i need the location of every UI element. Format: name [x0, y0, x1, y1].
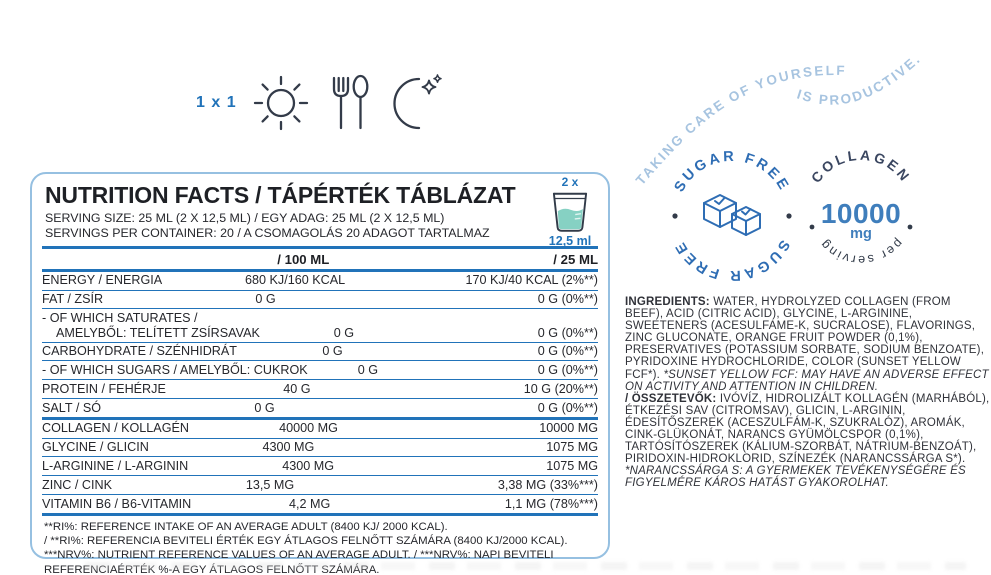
- glass-volume-label: 12,5 ml: [548, 234, 592, 248]
- ingredients-hu-warning: *NARANCSSÁRGA S: A GYERMEKEK TEVÉKENYSÉGÉRE ÉS FIGYELMÉRE KÁROS HATÁST GYAKOROLHAT.: [625, 465, 966, 490]
- tagline-line2: IS PRODUCTIVE.: [795, 50, 924, 108]
- glass-times-label: 2 x: [561, 175, 579, 189]
- table-row: [42, 308, 598, 341]
- row-value-25ml: 10000 MG: [539, 421, 598, 436]
- ingredients-en-warning: *SUNSET YELLOW FCF: MAY HAVE AN ADVERSE EFFECT ON ACTIVITY AND ATTENTION IN CHILDREN.: [625, 368, 989, 393]
- row-value-25ml: 170 KJ/40 KCAL (2%**): [465, 273, 598, 288]
- footnote-ri-en: **RI%: REFERENCE INTAKE OF AN AVERAGE ADULT (8400 KJ/ 2000 KCAL).: [44, 520, 448, 533]
- row-value-25ml: 1075 MG: [546, 440, 598, 455]
- column-header-100ml: / 100 ML: [277, 251, 330, 267]
- svg-text:IS PRODUCTIVE.: [795, 51, 924, 108]
- ingredients-en: [625, 296, 991, 393]
- row-value-100ml: 13,5 MG: [245, 477, 295, 492]
- ingredients-panel: [625, 296, 991, 490]
- svg-text:SUGAR FREE: [671, 149, 792, 195]
- row-value-100ml: 680 KJ/160 KCAL: [245, 273, 346, 288]
- ingredients-hu: [625, 393, 991, 490]
- badge-dot: [810, 225, 815, 230]
- table-row: [42, 456, 598, 475]
- svg-text:COLLAGEN: [808, 147, 915, 186]
- sun-icon: [250, 71, 312, 135]
- badge-dot: [786, 213, 791, 218]
- collagen-arc-bottom: per serving: [816, 236, 906, 268]
- row-label: VITAMIN B6 / B6-VITAMIN: [42, 496, 192, 511]
- row-label: FAT / ZSÍR: [42, 292, 104, 307]
- row-label: CARBOHYDRATE / SZÉNHIDRÁT: [42, 344, 237, 359]
- table-row: [42, 360, 598, 379]
- row-value-25ml: 0 G (0%**): [537, 325, 598, 340]
- row-value-25ml: 1075 MG: [546, 458, 598, 473]
- badge-dot: [908, 225, 913, 230]
- glass-icon: [550, 189, 590, 235]
- row-label: ENERGY / ENERGIA: [42, 273, 163, 288]
- table-row: [42, 438, 598, 457]
- collagen-unit: mg: [850, 226, 872, 242]
- ice-cubes-icon: [704, 195, 760, 235]
- table-row: [42, 290, 598, 309]
- dose-row: [196, 68, 442, 138]
- collagen-arc-top: COLLAGEN: [807, 147, 915, 186]
- table-row: [42, 417, 598, 438]
- row-value-100ml: 4300 MG: [282, 458, 335, 473]
- row-value-100ml: 0 G: [255, 292, 276, 307]
- row-label: SALT / SÓ: [42, 400, 102, 415]
- sugar-free-arc-bottom: SUGAR FREE: [671, 237, 793, 284]
- row-label-line2: AMELYBŐL: TELÍTETT ZSÍRSAVAK: [56, 325, 260, 340]
- row-value-100ml: 4,2 MG: [288, 496, 331, 511]
- row-value-100ml: 0 G: [333, 325, 355, 340]
- nutrition-facts-panel: [30, 172, 610, 575]
- serving-size: SERVING SIZE: 25 ML (2 X 12,5 ML) / EGY ADAG: 25 ML (2 X 12,5 ML): [45, 211, 445, 225]
- dose-label: 1 x 1: [196, 94, 237, 111]
- row-value-25ml: 1,1 MG (78%***): [504, 496, 598, 511]
- collagen-amount: 10000: [820, 198, 902, 229]
- row-label: COLLAGEN / KOLLAGÉN: [42, 421, 189, 436]
- moon-sparkles-icon: [384, 73, 442, 133]
- row-label: L-ARGININE / L-ARGININ: [42, 458, 189, 473]
- row-value-100ml: 40 G: [283, 381, 311, 396]
- sugar-free-badge: [662, 146, 802, 286]
- cut-off-print-strip: [85, 562, 966, 570]
- row-label: - OF WHICH SUGARS / AMELYBŐL: CUKROK: [42, 363, 308, 378]
- table-row: [42, 269, 598, 290]
- badge-dot: [672, 213, 677, 218]
- tagline-line1: TAKING CARE OF YOURSELF: [632, 62, 847, 188]
- row-label: [42, 311, 260, 340]
- nutrition-title: NUTRITION FACTS / TÁPÉRTÉK TÁBLÁZAT: [45, 182, 516, 208]
- row-value-25ml: 3,38 MG (33%***): [497, 477, 598, 492]
- row-value-100ml: 40000 MG: [279, 421, 338, 436]
- row-value-25ml: 0 G (0%**): [537, 400, 598, 415]
- row-label: PROTEIN / FEHÉRJE: [42, 381, 166, 396]
- row-value-25ml: 10 G (20%**): [523, 381, 598, 396]
- column-header-25ml: / 25 ML: [553, 251, 598, 267]
- servings-per-container: SERVINGS PER CONTAINER: 20 / A CSOMAGOLÁS 20 ADAGOT TARTALMAZ: [45, 225, 490, 240]
- footnote-ri-hu: / **RI%: REFERENCIA BEVITELI ÉRTÉK EGY ÁTLAGOS FELNŐTT SZÁMÁRA (8400 KJ/2000 KCAL).: [44, 535, 568, 548]
- row-value-25ml: 0 G (0%**): [537, 344, 598, 359]
- table-header-row: [42, 249, 598, 269]
- row-label: ZINC / CINK: [42, 477, 112, 492]
- svg-text:SUGAR FREE: [671, 237, 792, 283]
- table-row: [42, 475, 598, 494]
- table-row: [42, 494, 598, 513]
- glass-widget: [541, 176, 599, 248]
- row-label: GLYCINE / GLICIN: [42, 440, 149, 455]
- table-row: [42, 342, 598, 361]
- row-label-line1: - OF WHICH SATURATES /: [42, 310, 198, 325]
- utensils-icon: [325, 74, 371, 132]
- sugar-free-arc-top: SUGAR FREE: [671, 148, 793, 195]
- row-value-100ml: 4300 MG: [262, 440, 315, 455]
- row-value-100ml: 0 G: [254, 400, 275, 415]
- ingredients-hu-label: / ÖSSZETEVŐK:: [625, 392, 717, 405]
- ingredients-en-label: INGREDIENTS:: [625, 296, 710, 308]
- ingredients-hu-body: IVÓVÍZ, HIDROLIZÁLT KOLLAGÉN (MARHÁBÓL), ÉTKEZÉSI SAV (CITROMSAV), GLICIN, L-ARGININ, ÉDESÍTŐSZEREK (ACESZULFÁM-K, SZUKRALÓZ), AROMÁK, CINK-GLÜKONÁT, NARANCS GYÜMÖLCSPOR (0,1%), TARTÓSÍTÓSZEREK (KÁLIUM-SZORBÁT, NÁTRIUM-BENZOÁT), PIRIDOXIN-HIDROKLORID, SZÍNEZÉK (NARANCSSÁRGA S*).: [625, 392, 990, 466]
- collagen-badge: [796, 147, 926, 277]
- row-value-25ml: 0 G (0%**): [537, 292, 598, 307]
- table-row: [42, 379, 598, 398]
- row-value-100ml: 0 G: [357, 363, 378, 378]
- row-value-100ml: 0 G: [322, 344, 343, 359]
- table-row: [42, 398, 598, 417]
- row-value-25ml: 0 G (0%**): [537, 363, 598, 378]
- footnote-nrv: ***NRV%: NUTRIENT REFERENCE VALUES OF AN AVERAGE ADULT. / ***NRV%: NAPI BEVITELI REFERENCIAÉRTÉK %-A EGY ÁTLAGOS FELNŐTT SZÁMÁRA.: [44, 549, 554, 575]
- ingredients-en-body: WATER, HYDROLYZED COLLAGEN (FROM BEEF), ACID (CITRIC ACID), GLYCINE, L-ARGININE, SWEETENERS (ACESULFAME-K, SUCRALOSE), FLAVORINGS, ZINC GLUCONATE, ORANGE FRUIT POWDER (0,1%), PRESERVATIVES (POTASSIUM SORBATE, SODIUM BENZOATE), PYRIDOXINE HYDROCHLORIDE, COLOR (SUNSET YELLOW FCF*).: [625, 296, 985, 381]
